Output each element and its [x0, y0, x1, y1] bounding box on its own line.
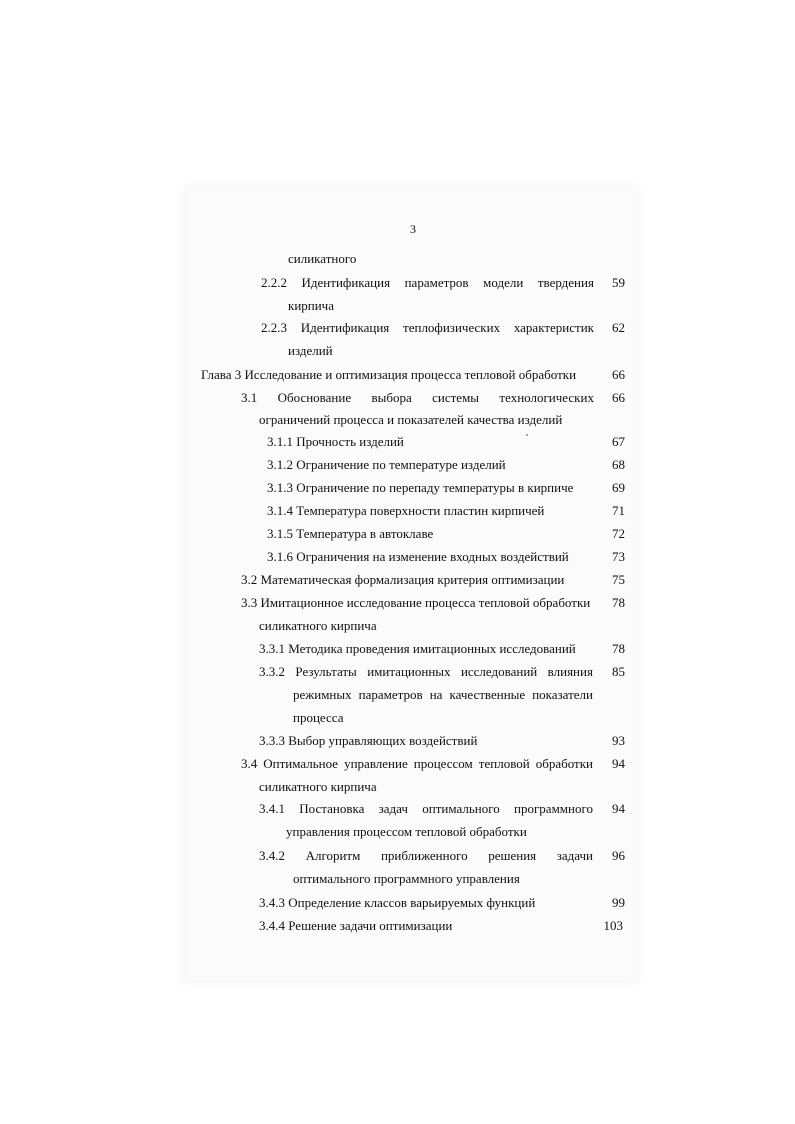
- toc-word: качественные: [449, 687, 526, 702]
- toc-word: программного: [514, 801, 593, 816]
- toc-entry-line: силикатного кирпича: [259, 779, 377, 794]
- toc-word: Результаты: [295, 664, 357, 679]
- toc-word: тепловой: [478, 756, 530, 771]
- toc-word: задачи: [556, 848, 593, 863]
- toc-entry-line: 3.4.3 Определение классов варьируемых функций: [259, 895, 536, 910]
- toc-word: Идентификация: [301, 275, 391, 290]
- toc-word: режимных: [293, 687, 352, 702]
- toc-page-number: 96: [612, 848, 625, 863]
- toc-word: характеристик: [513, 320, 594, 335]
- toc-entry-line: 3.1.1 Прочность изделий: [267, 434, 404, 449]
- toc-page-number: 78: [612, 595, 625, 610]
- toc-word: задач: [378, 801, 408, 816]
- toc-word: 3.4.2: [259, 848, 285, 863]
- toc-word: твердения: [537, 275, 594, 290]
- toc-word: обработки: [535, 756, 593, 771]
- toc-entry-line: 3.1.3 Ограничение по перепаду температуры в кирпиче: [267, 480, 574, 495]
- toc-page-number: 93: [612, 733, 625, 748]
- toc-entry-line: 3.3.3 Выбор управляющих воздействий: [259, 733, 478, 748]
- toc-word: технологических: [499, 390, 594, 405]
- toc-page-number: 68: [612, 457, 625, 472]
- toc-entry-line: управления процессом тепловой обработки: [286, 824, 527, 839]
- toc-entry-line: кирпича: [288, 298, 334, 313]
- toc-page-number: 71: [612, 503, 625, 518]
- toc-entry-line: 3.1.2 Ограничение по температуре изделий: [267, 457, 506, 472]
- toc-word: приближенного: [380, 848, 468, 863]
- toc-page-number: 94: [612, 801, 625, 816]
- toc-word: 3.4: [241, 756, 258, 771]
- toc-entry-line: изделий: [288, 343, 333, 358]
- toc-entry-line: 3.2 Математическая формализация критерия оптимизации: [241, 572, 565, 587]
- toc-entry-line: 3.1.4 Температура поверхности пластин кирпичей: [267, 503, 545, 518]
- toc-word: 2.2.2: [261, 275, 287, 290]
- toc-page-number: 66: [612, 390, 625, 405]
- toc-page-number: 62: [612, 320, 625, 335]
- toc-entry-line: силикатного: [288, 251, 357, 266]
- toc-word: 3.1: [241, 390, 258, 405]
- toc-word: влияния: [547, 664, 593, 679]
- toc-page-number: 73: [612, 549, 625, 564]
- toc-page-number: 59: [612, 275, 625, 290]
- toc-entry-line: [259, 664, 593, 680]
- toc-entry-line: [261, 320, 594, 336]
- toc-entry-line: оптимального программного управления: [293, 871, 520, 886]
- toc-word: 2.2.3: [261, 320, 287, 335]
- page-number: 3: [410, 222, 416, 236]
- toc-word: Постановка: [299, 801, 365, 816]
- toc-word: 3.3.2: [259, 664, 285, 679]
- toc-entry-line: [261, 275, 594, 291]
- toc-entry-line: [241, 390, 594, 406]
- toc-entry-line: 3.1.5 Температура в автоклаве: [267, 526, 434, 541]
- toc-entry-line: 3.3.1 Методика проведения имитационных исследований: [259, 641, 576, 656]
- toc-page-number: 99: [612, 895, 625, 910]
- toc-word: управление: [344, 756, 408, 771]
- toc-word: теплофизических: [403, 320, 501, 335]
- toc-page-number: 72: [612, 526, 625, 541]
- toc-word: параметров: [358, 687, 423, 702]
- toc-entry-line: 3.1.6 Ограничения на изменение входных воздействий: [267, 549, 569, 564]
- toc-word: Обоснование: [277, 390, 352, 405]
- toc-entry-line: [293, 687, 593, 703]
- toc-word: системы: [432, 390, 480, 405]
- toc-word: Алгоритм: [305, 848, 361, 863]
- toc-word: Оптимальное: [263, 756, 339, 771]
- toc-word: показатели: [532, 687, 593, 702]
- toc-word: оптимального: [422, 801, 500, 816]
- toc-page-number: 78: [612, 641, 625, 656]
- toc-word: параметров: [404, 275, 469, 290]
- toc-page-number: 94: [612, 756, 625, 771]
- toc-word: имитационных: [367, 664, 451, 679]
- toc-word: решения: [488, 848, 537, 863]
- toc-word: процессом: [413, 756, 473, 771]
- toc-word: на: [429, 687, 443, 702]
- toc-word: модели: [483, 275, 524, 290]
- toc-entry-line: процесса: [293, 710, 344, 725]
- toc-page-number: 75: [612, 572, 625, 587]
- toc-word: выбора: [371, 390, 412, 405]
- toc-entry-line: [241, 756, 593, 772]
- toc-word: исследований: [460, 664, 538, 679]
- toc-page-number: 67: [612, 434, 625, 449]
- toc-entry-line: 3.4.4 Решение задачи оптимизации: [259, 918, 453, 933]
- toc-entry-line: Глава 3 Исследование и оптимизация процесса тепловой обработки: [201, 367, 577, 382]
- toc-word: Идентификация: [300, 320, 390, 335]
- toc-entry-line: [259, 801, 593, 817]
- toc-page-number: 85: [612, 664, 625, 679]
- toc-word: 3.4.1: [259, 801, 285, 816]
- toc-page-number: 66: [612, 367, 625, 382]
- toc-entry-line: [259, 848, 593, 864]
- scan-speck: [526, 434, 528, 436]
- toc-page-number: 103: [603, 918, 623, 933]
- toc-entry-line: силикатного кирпича: [259, 618, 377, 633]
- toc-entry-line: 3.3 Имитационное исследование процесса тепловой обработки: [241, 595, 591, 610]
- toc-entry-line: ограничений процесса и показателей качества изделий: [259, 412, 563, 427]
- toc-page-number: 69: [612, 480, 625, 495]
